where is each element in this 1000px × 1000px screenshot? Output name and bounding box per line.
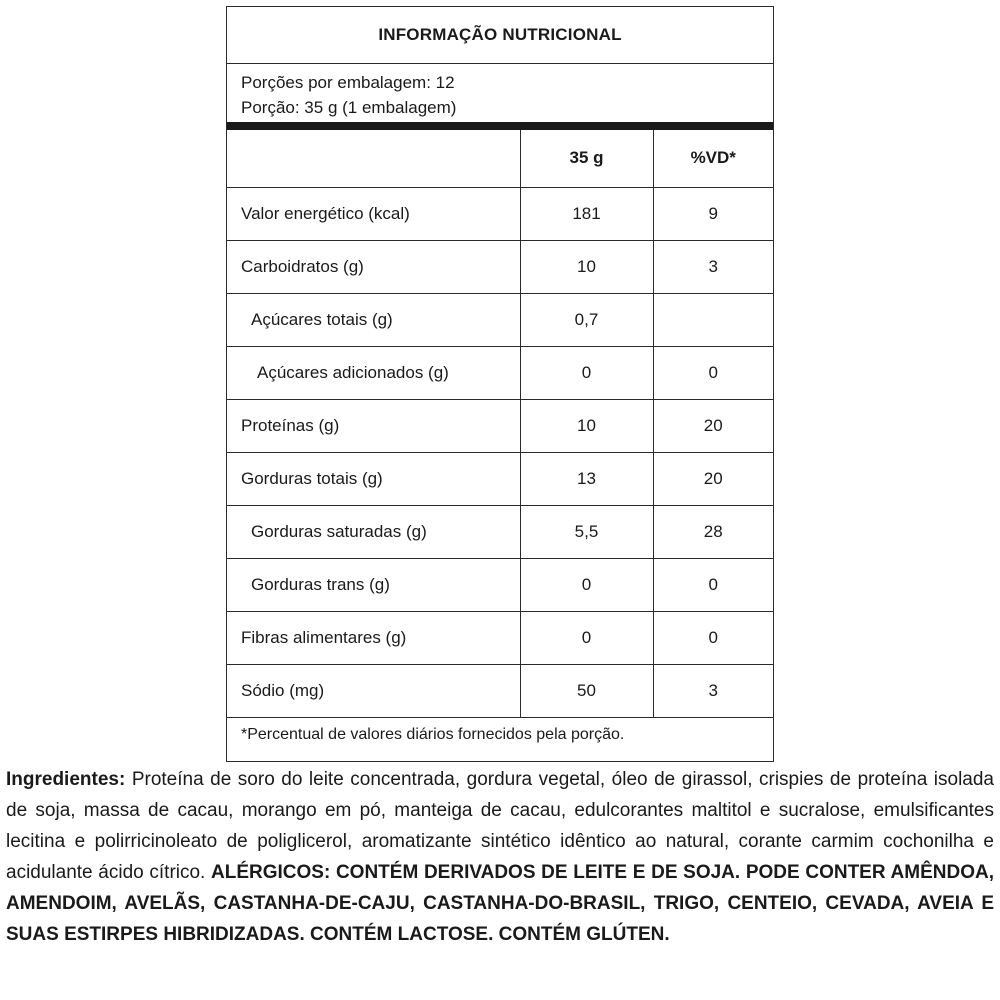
nutrient-amount: 0 (520, 558, 653, 611)
nutrient-dv (653, 293, 773, 346)
nutrient-name: Proteínas (g) (227, 399, 520, 452)
table-row (227, 664, 773, 717)
table-row (227, 293, 773, 346)
servings-per-package: Porções por embalagem: 12 (241, 73, 455, 92)
dv-footnote: *Percentual de valores diários fornecidos pela porção. (241, 725, 625, 743)
nutrient-amount: 13 (520, 452, 653, 505)
nutrient-name: Valor energético (kcal) (227, 187, 520, 240)
nutrient-name: Fibras alimentares (g) (227, 611, 520, 664)
nutrient-amount: 10 (520, 240, 653, 293)
table-row (227, 558, 773, 611)
nutrient-name: Gorduras totais (g) (227, 452, 520, 505)
ingredients-heading: Ingredientes: (6, 769, 126, 790)
nutrient-dv: 3 (653, 664, 773, 717)
nutrition-table (227, 130, 773, 718)
ingredients-paragraph (6, 764, 994, 950)
nutrient-name: Açúcares totais (g) (227, 293, 520, 346)
table-row (227, 187, 773, 240)
nutrient-dv: 0 (653, 346, 773, 399)
nutrient-name: Açúcares adicionados (g) (227, 346, 520, 399)
nutrition-facts-panel (226, 6, 774, 762)
header-dv: %VD* (653, 130, 773, 187)
nutrient-name: Carboidratos (g) (227, 240, 520, 293)
nutrient-dv: 9 (653, 187, 773, 240)
nutrient-amount: 0,7 (520, 293, 653, 346)
table-row (227, 505, 773, 558)
thick-divider (227, 122, 773, 130)
nutrient-dv: 0 (653, 611, 773, 664)
nutrient-dv: 20 (653, 452, 773, 505)
nutrient-amount: 5,5 (520, 505, 653, 558)
nutrition-title: INFORMAÇÃO NUTRICIONAL (227, 7, 773, 64)
ingredients-text: Proteína de soro do leite concentrada, gordura vegetal, óleo de girassol, crispies de proteína isolada de soja, massa de cacau, morango em pó, manteiga de cacau, edulcorantes maltitol e sucralose, emulsificantes lecitina e polirricinoleato de poliglicerol, aromatizante sintético idêntico ao natural, corante carmim cochonilha e acidulante ácido cítrico. (6, 769, 994, 883)
nutrient-dv: 3 (653, 240, 773, 293)
nutrient-name: Sódio (mg) (227, 664, 520, 717)
header-nutrient (227, 130, 520, 187)
serving-info (227, 64, 773, 122)
table-row (227, 611, 773, 664)
nutrient-amount: 10 (520, 399, 653, 452)
serving-size: Porção: 35 g (1 embalagem) (241, 98, 457, 117)
nutrient-dv: 20 (653, 399, 773, 452)
nutrient-dv: 0 (653, 558, 773, 611)
allergens-text: ALÉRGICOS: CONTÉM DERIVADOS DE LEITE E DE SOJA. PODE CONTER AMÊNDOA, AMENDOIM, AVELÃS, CASTANHA-DE-CAJU, CASTANHA-DO-BRASIL, TRIGO, CENTEIO, CEVADA, AVEIA E SUAS ESTIRPES HIBRIDIZADAS. CONTÉM LACTOSE. CONTÉM GLÚTEN. (6, 862, 994, 945)
nutrient-amount: 0 (520, 346, 653, 399)
nutrient-name: Gorduras trans (g) (227, 558, 520, 611)
table-row (227, 346, 773, 399)
table-header-row (227, 130, 773, 187)
nutrient-dv: 28 (653, 505, 773, 558)
nutrient-amount: 0 (520, 611, 653, 664)
nutrient-name: Gorduras saturadas (g) (227, 505, 520, 558)
table-row (227, 240, 773, 293)
nutrient-amount: 181 (520, 187, 653, 240)
nutrient-amount: 50 (520, 664, 653, 717)
table-row (227, 399, 773, 452)
table-row (227, 452, 773, 505)
header-amount: 35 g (520, 130, 653, 187)
